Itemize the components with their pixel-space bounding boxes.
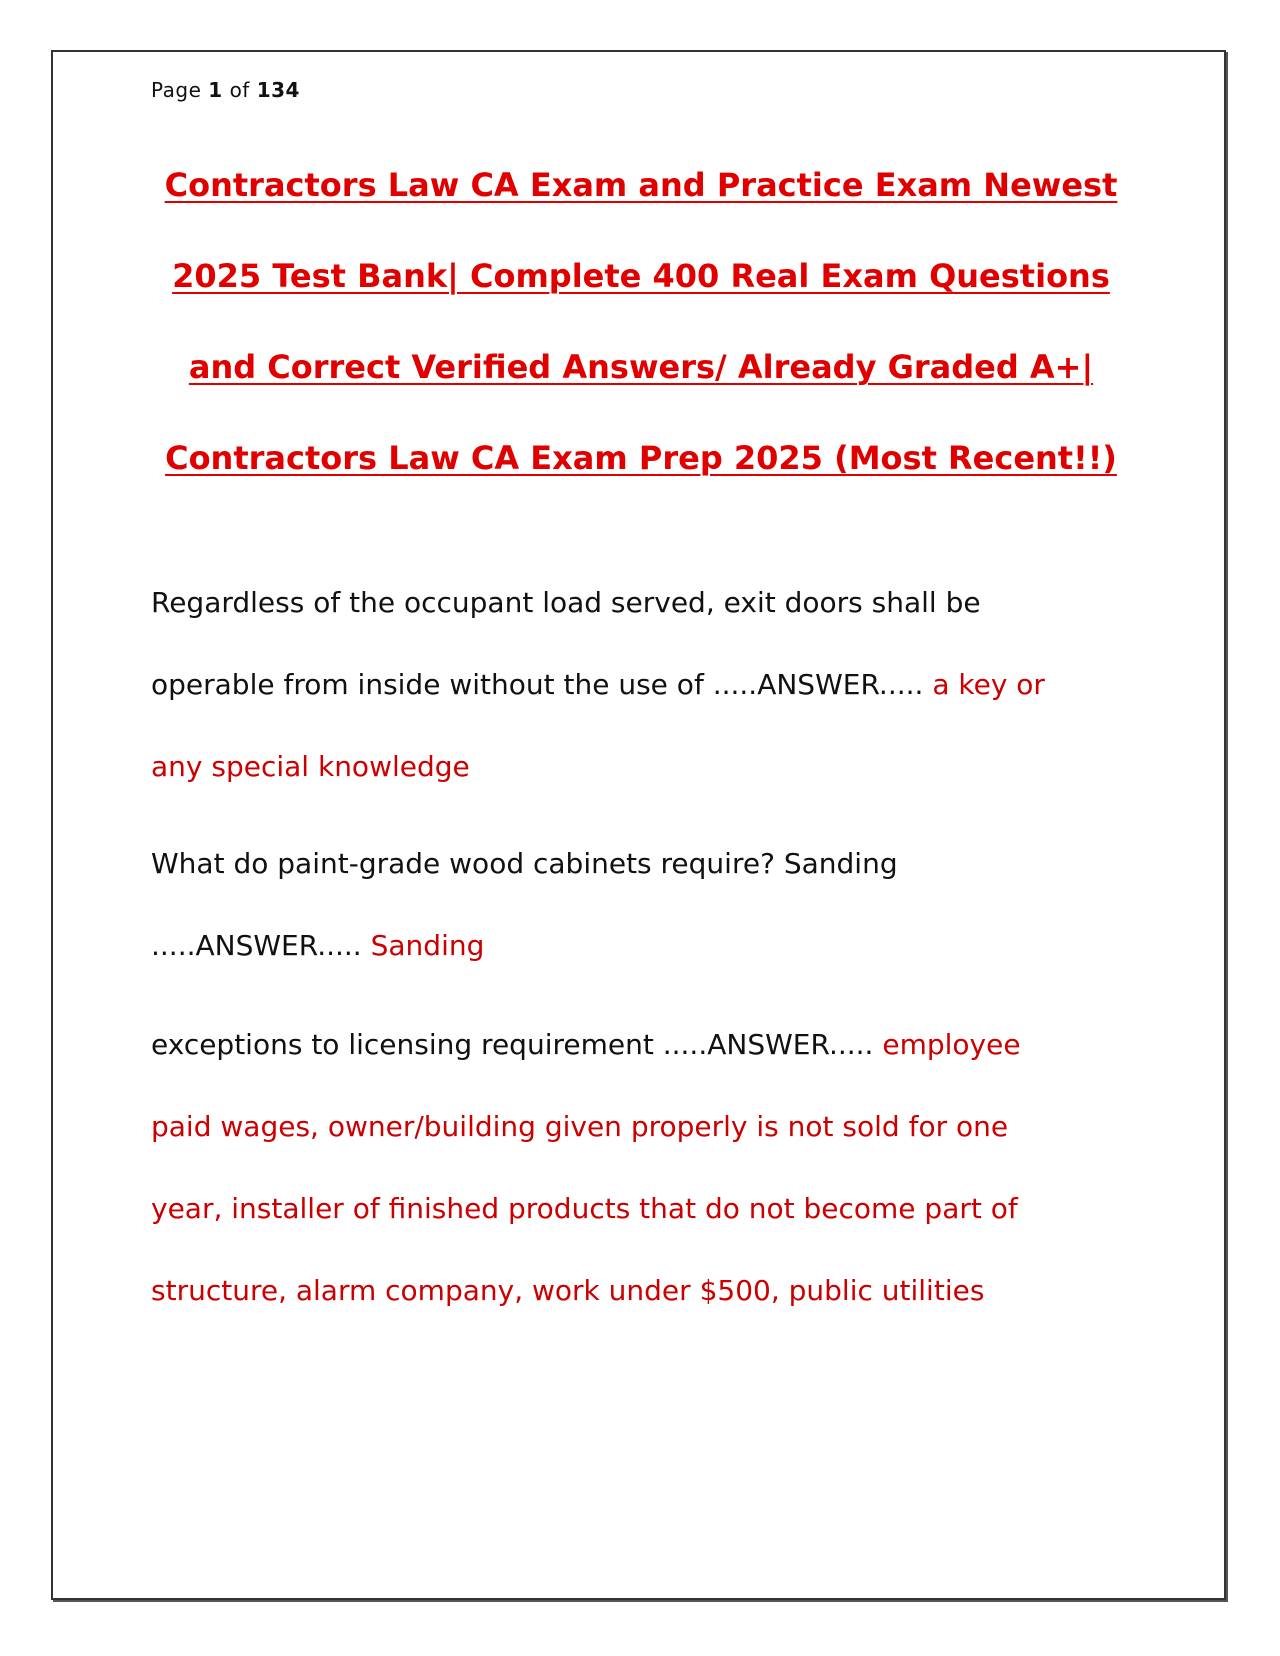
question-line (151, 1004, 1171, 1086)
question-text: exceptions to licensing requirement (151, 1028, 654, 1061)
page-current: 1 (208, 78, 223, 102)
question-block (151, 562, 1171, 808)
question-text: Regardless of the occupant load served, exit doors shall be (151, 586, 981, 619)
page-number-label (151, 78, 300, 102)
title-line: Contractors Law CA Exam and Practice Exam Newest (164, 166, 1118, 204)
page-of: of (229, 78, 250, 102)
question-text: operable from inside without the use of (151, 668, 704, 701)
question-line (151, 905, 1171, 987)
question-line (151, 644, 1171, 726)
title-line: Contractors Law CA Exam Prep 2025 (Most Recent!!) (165, 439, 1117, 477)
question-block (151, 1004, 1171, 1332)
title-line: 2025 Test Bank| Complete 400 Real Exam Questions (172, 257, 1110, 295)
document-page (51, 50, 1226, 1600)
question-block (151, 823, 1171, 987)
question-text: What do paint-grade wood cabinets require? Sanding (151, 847, 898, 880)
answer-text: any special knowledge (151, 750, 470, 783)
page-total: 134 (256, 78, 300, 102)
answer-text: structure, alarm company, work under $500, public utilities (151, 1274, 985, 1307)
answer-text: paid wages, owner/building given properly is not sold for one (151, 1110, 1009, 1143)
answer-text: year, installer of finished products that do not become part of (151, 1192, 1018, 1225)
answer-text: a key or (932, 668, 1045, 701)
title-line: and Correct Verified Answers/ Already Graded A+| (188, 348, 1094, 386)
answer-marker: .....ANSWER..... (662, 1028, 874, 1061)
answer-text: employee (882, 1028, 1021, 1061)
answer-marker: .....ANSWER..... (151, 929, 362, 962)
answer-text: Sanding (370, 929, 485, 962)
document-title (151, 140, 1131, 504)
page-prefix: Page (151, 78, 202, 102)
answer-marker: .....ANSWER..... (712, 668, 924, 701)
